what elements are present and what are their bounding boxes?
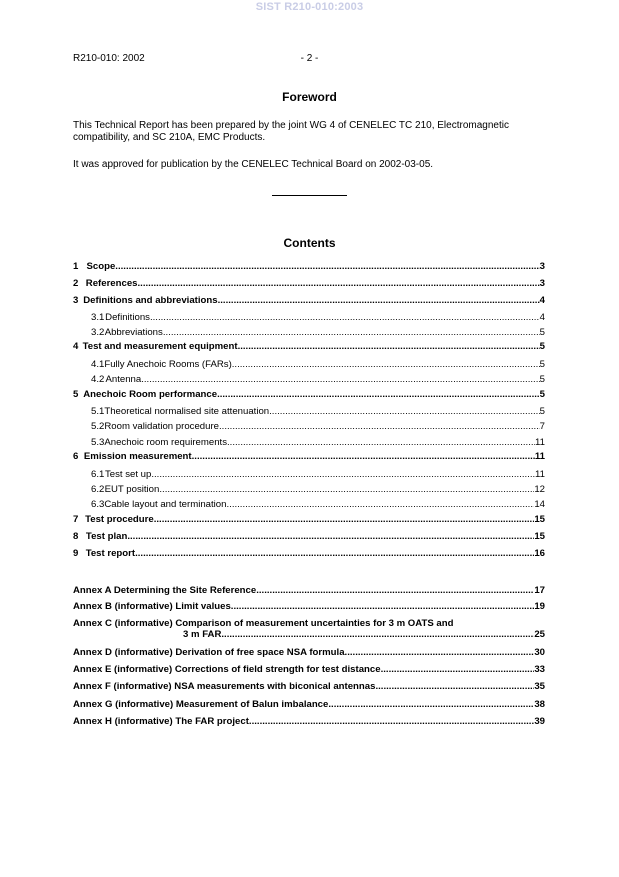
toc-entry-number: 5.3 — [91, 437, 105, 448]
toc-entry-label: Anechoic Room performance — [83, 389, 218, 400]
foreword-paragraph-1: This Technical Report has been prepared by the joint WG 4 of CENELEC TC 210, Electromagnetic compatibility, and SC 210A, EMC Products. — [73, 120, 509, 143]
toc-annex-page: 30 — [534, 647, 545, 658]
toc-entry-5[interactable] — [73, 389, 545, 401]
toc-annex-a[interactable] — [73, 585, 545, 597]
toc-entry-label: Room validation procedure — [104, 421, 220, 432]
toc-entry-page: 3 — [539, 261, 545, 272]
toc-entry-6-3[interactable] — [73, 499, 545, 511]
toc-annex-label: Annex A Determining the Site Reference — [73, 585, 257, 596]
toc-leader-dots — [227, 437, 535, 449]
toc-entry-page: 4 — [539, 295, 545, 306]
toc-entry-number: 3.2 — [91, 327, 105, 338]
toc-annex-page: 19 — [534, 601, 545, 612]
toc-leader-dots — [151, 469, 535, 481]
watermark: SIST R210-010:2003 — [255, 1, 364, 13]
toc-entry-9[interactable] — [73, 548, 545, 560]
toc-leader-dots — [221, 629, 534, 640]
toc-leader-dots — [127, 531, 534, 543]
toc-entry-page: 16 — [534, 548, 545, 559]
toc-entry-page: 15 — [534, 514, 545, 525]
toc-entry-number: 3.1 — [91, 312, 105, 323]
contents-title: Contents — [283, 236, 336, 250]
toc-entry-number: 1 — [73, 261, 79, 272]
toc-entry-label: Test procedure — [85, 514, 154, 525]
toc-entry-6-1[interactable] — [73, 469, 545, 481]
toc-entry-5-3[interactable] — [73, 437, 545, 449]
toc-entry-label: Abbreviations — [104, 327, 163, 338]
toc-leader-dots — [219, 421, 540, 433]
toc-entry-label: Scope — [86, 261, 116, 272]
toc-entry-4-2[interactable] — [73, 374, 545, 386]
toc-entry-page: 5 — [539, 389, 545, 400]
header-page-number: - 2 - — [300, 53, 319, 64]
toc-leader-dots — [218, 295, 540, 307]
toc-entry-label: Test plan — [85, 531, 128, 542]
toc-annex-label: Annex G (informative) Measurement of Balun imbalance — [73, 699, 329, 710]
toc-annex-h[interactable] — [73, 716, 545, 728]
toc-annex-f[interactable] — [73, 681, 545, 693]
toc-annex-label: Annex E (informative) Corrections of field strength for test distance — [73, 664, 381, 675]
toc-entry-page: 5 — [539, 341, 545, 352]
toc-annex-label-continued: 3 m FAR — [183, 629, 222, 640]
toc-entry-number: 6.1 — [91, 469, 105, 480]
toc-annex-d[interactable] — [73, 647, 545, 659]
toc-leader-dots — [269, 406, 540, 418]
toc-entry-7[interactable] — [73, 514, 545, 526]
toc-annex-c[interactable] — [73, 618, 545, 640]
toc-entry-8[interactable] — [73, 531, 545, 543]
toc-entry-number: 6.3 — [91, 499, 105, 510]
toc-leader-dots — [328, 699, 534, 711]
toc-entry-page: 15 — [534, 531, 545, 542]
toc-entry-page: 3 — [539, 278, 545, 289]
toc-entry-3[interactable] — [73, 295, 545, 307]
toc-leader-dots — [345, 647, 535, 659]
toc-entry-number: 4 — [73, 341, 79, 352]
toc-entry-number: 5.1 — [91, 406, 105, 417]
toc-annex-page: 25 — [534, 629, 545, 640]
toc-leader-dots — [163, 327, 540, 339]
toc-entry-2[interactable] — [73, 278, 545, 290]
toc-annex-page: 35 — [534, 681, 545, 692]
toc-entry-number: 7 — [73, 514, 79, 525]
toc-entry-number: 5 — [73, 389, 79, 400]
toc-entry-number: 5.2 — [91, 421, 105, 432]
toc-entry-label: Fully Anechoic Rooms (FARs) — [104, 359, 232, 370]
toc-entry-page: 5 — [539, 359, 545, 370]
toc-entry-label: Test report — [85, 548, 136, 559]
toc-leader-dots — [115, 261, 539, 273]
toc-leader-dots — [375, 681, 534, 693]
toc-leader-dots — [217, 389, 540, 401]
toc-entry-page: 11 — [535, 469, 545, 480]
toc-entry-page: 4 — [539, 312, 545, 323]
header-doc-id: R210-010: 2002 — [73, 53, 145, 64]
toc-entry-page: 5 — [539, 327, 545, 338]
toc-entry-page: 14 — [534, 499, 545, 510]
toc-leader-dots — [226, 499, 534, 511]
toc-entry-label: Theoretical normalised site attenuation — [104, 406, 270, 417]
toc-entry-number: 4.2 — [91, 374, 105, 385]
toc-annex-label: Annex H (informative) The FAR project — [73, 716, 249, 727]
foreword-title: Foreword — [282, 90, 337, 104]
toc-entry-1[interactable] — [73, 261, 545, 273]
toc-entry-page: 7 — [539, 421, 545, 432]
toc-entry-number: 6.2 — [91, 484, 105, 495]
toc-leader-dots — [381, 664, 535, 676]
toc-leader-dots — [249, 716, 534, 728]
toc-entry-6-2[interactable] — [73, 484, 545, 496]
toc-leader-dots — [135, 548, 534, 560]
toc-leader-dots — [238, 341, 540, 353]
toc-annex-page: 38 — [534, 699, 545, 710]
toc-leader-dots — [159, 484, 534, 496]
toc-entry-3-1[interactable] — [73, 312, 545, 324]
toc-leader-dots — [150, 312, 540, 324]
toc-entry-label: Antenna — [105, 374, 142, 385]
toc-entry-page: 12 — [534, 484, 545, 495]
toc-annex-g[interactable] — [73, 699, 545, 711]
toc-entry-number: 4.1 — [91, 359, 105, 370]
toc-entry-number: 9 — [73, 548, 79, 559]
toc-entry-number: 2 — [73, 278, 79, 289]
toc-entry-label: Emission measurement — [83, 451, 192, 462]
toc-entry-page: 5 — [539, 374, 545, 385]
toc-entry-label: Definitions and abbreviations — [83, 295, 218, 306]
toc-annex-b[interactable] — [73, 601, 545, 613]
toc-entry-page: 5 — [539, 406, 545, 417]
toc-leader-dots — [141, 374, 539, 386]
separator-line — [272, 195, 347, 196]
toc-entry-4[interactable] — [73, 341, 545, 353]
toc-entry-3-2[interactable] — [73, 327, 545, 339]
toc-annex-label: Annex D (informative) Derivation of free space NSA formula — [73, 647, 345, 658]
toc-entry-number: 3 — [73, 295, 79, 306]
foreword-paragraph-2: It was approved for publication by the CENELEC Technical Board on 2002-03-05. — [73, 159, 434, 170]
toc-annex-label: Annex B (informative) Limit values — [73, 601, 231, 612]
toc-entry-4-1[interactable] — [73, 359, 545, 371]
toc-annex-label: Annex F (informative) NSA measurements with biconical antennas — [73, 681, 376, 692]
toc-entry-6[interactable] — [73, 451, 545, 463]
toc-entry-5-2[interactable] — [73, 421, 545, 433]
toc-leader-dots — [154, 514, 535, 526]
toc-entry-number: 8 — [73, 531, 79, 542]
toc-annex-label: Annex C (informative) Comparison of measurement uncertainties for 3 m OATS and — [73, 618, 454, 629]
toc-annex-page: 17 — [534, 585, 545, 596]
toc-entry-number: 6 — [73, 451, 79, 462]
toc-entry-label: References — [85, 278, 138, 289]
toc-annex-page: 33 — [534, 664, 545, 675]
toc-entry-5-1[interactable] — [73, 406, 545, 418]
toc-entry-page: 11 — [535, 437, 545, 448]
toc-entry-label: Anechoic room requirements — [104, 437, 227, 448]
toc-leader-dots — [231, 601, 535, 613]
toc-annex-page: 39 — [534, 716, 545, 727]
toc-annex-e[interactable] — [73, 664, 545, 676]
toc-entry-label: Cable layout and termination — [104, 499, 227, 510]
toc-leader-dots — [138, 278, 540, 290]
toc-entry-label: Definitions — [105, 312, 150, 323]
toc-entry-page: 11 — [534, 451, 545, 462]
toc-entry-label: Test set up — [104, 469, 152, 480]
toc-leader-dots — [192, 451, 535, 463]
toc-leader-dots — [232, 359, 540, 371]
toc-entry-label: Test and measurement equipment — [82, 341, 238, 352]
toc-leader-dots — [256, 585, 534, 597]
toc-entry-label: EUT position — [104, 484, 160, 495]
